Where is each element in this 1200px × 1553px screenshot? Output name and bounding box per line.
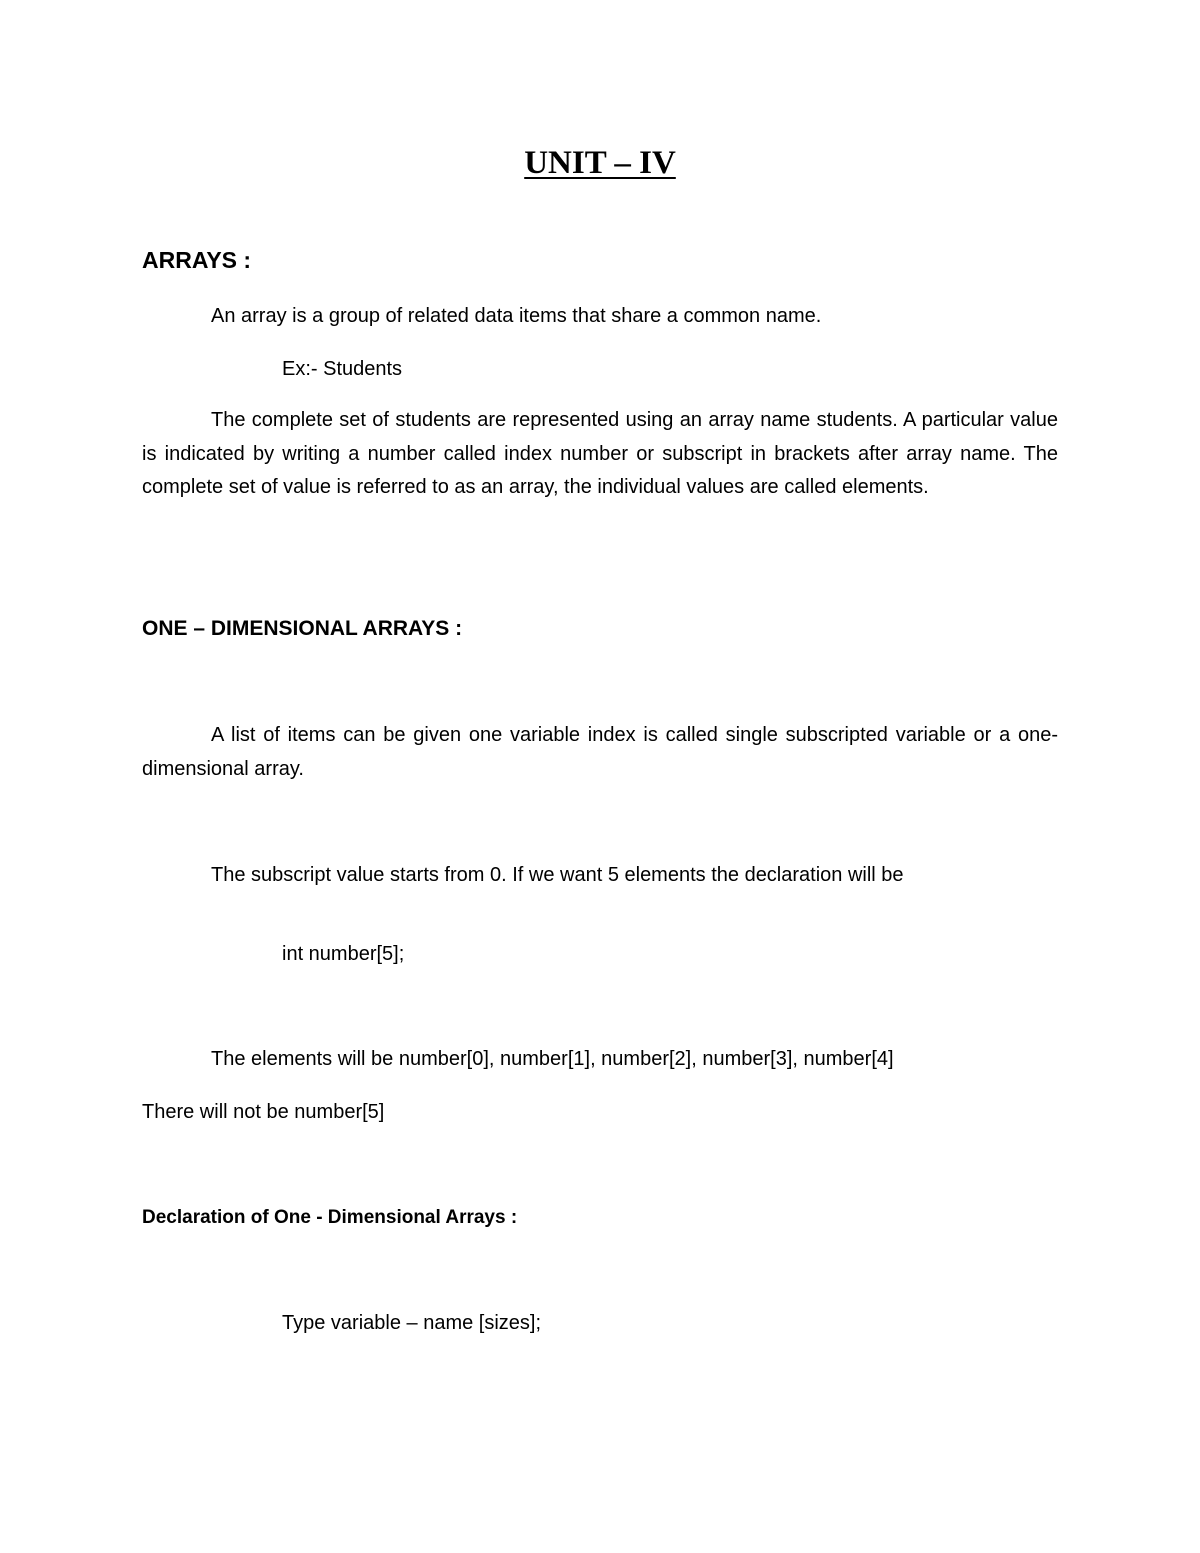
- declaration-heading: Declaration of One - Dimensional Arrays :: [142, 1207, 518, 1228]
- one-dimensional-heading: ONE – DIMENSIONAL ARRAYS :: [142, 617, 463, 640]
- explanation-paragraph: [142, 404, 1058, 505]
- syntax-line: Type variable – name [sizes];: [282, 1312, 542, 1334]
- declaration-example: int number[5];: [282, 943, 405, 965]
- page-title: UNIT – IV: [524, 145, 676, 181]
- explanation-text: The complete set of students are represented using an array name students. A particular value is indicated by writing a number called index number or subscript in brackets after array name. The complete set of value is referred to as an array, the individual values are called elements.: [142, 409, 1058, 498]
- subscript-text: The subscript value starts from 0. If we want 5 elements the declaration will be: [211, 864, 904, 886]
- example-line: Ex:- Students: [282, 358, 403, 380]
- elements-text: The elements will be number[0], number[1], number[2], number[3], number[4]: [211, 1048, 894, 1070]
- array-definition: An array is a group of related data items that share a common name.: [211, 305, 822, 327]
- not-element-text: There will not be number[5]: [142, 1101, 385, 1123]
- one-dimensional-paragraph: [142, 719, 1058, 786]
- arrays-heading: ARRAYS :: [142, 247, 252, 273]
- one-dimensional-text: A list of items can be given one variable index is called single subscripted variable or a one-dimensional array.: [142, 724, 1058, 780]
